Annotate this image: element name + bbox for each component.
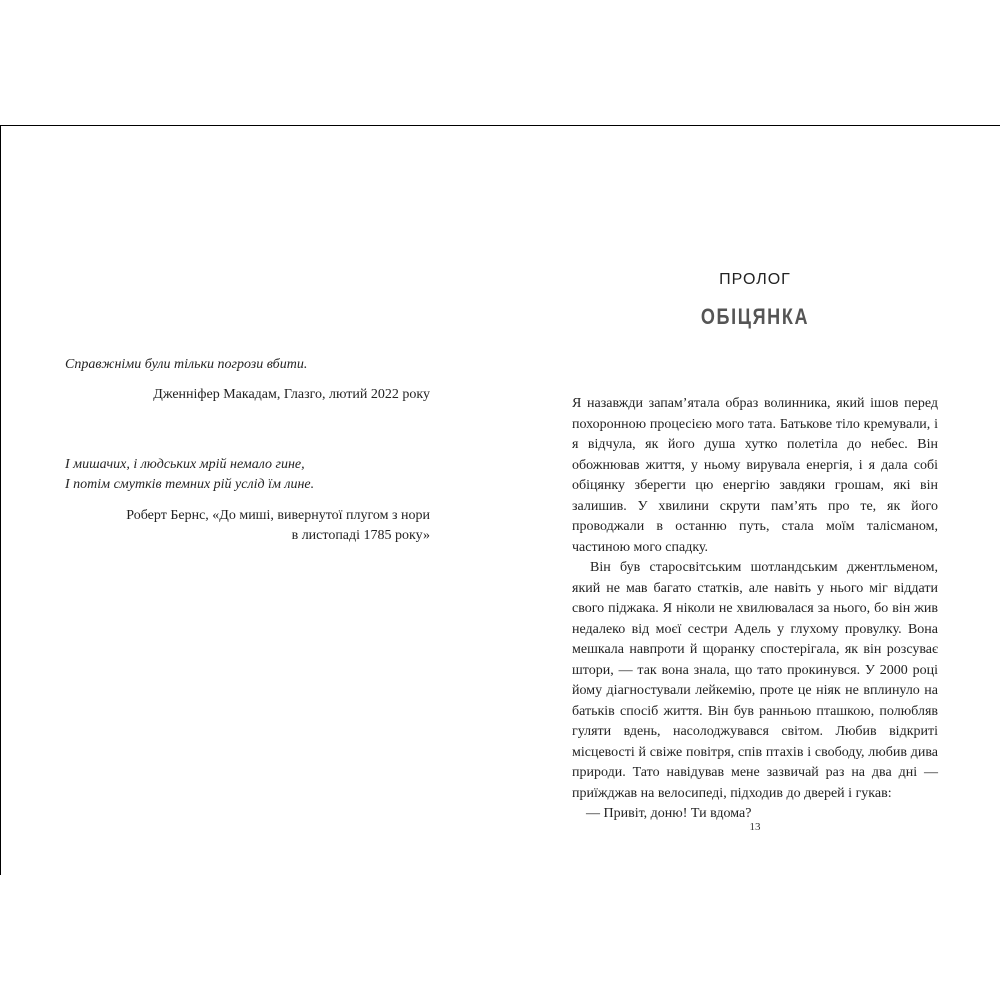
paragraph: Я назавжди запам’ятала образ волинника, який ішов перед похоронною процесією мого тата. Батькове тіло кремували, і я відчула, як його душа хутко полетіла до небес. Він обожнював життя, у ньому вирувала енергія, і я дала собі обіцянку зберегти цю енергію завдяки грошам, які він залишив. У хвилини скрути пам’ять про те, як його проводжали в останню путь, стала моїм талісманом, частиною мого спадку. — [572, 396, 938, 555]
poem-attribution-line-1: Роберт Бернс, «До миші, вивернутої плугом з нори — [126, 508, 430, 523]
right-page — [501, 126, 1000, 874]
page-number: 13 — [749, 821, 761, 833]
chapter-title: ОБІЦЯНКА — [700, 304, 810, 329]
chapter-label: ПРОЛОГ — [719, 271, 791, 288]
epigraph-quote: Справжніми були тільки погрози вбити. — [65, 357, 308, 372]
poem-attribution-line-2: в листопаді 1785 року» — [291, 528, 430, 543]
epigraph-attribution: Дженніфер Макадам, Глазго, лютий 2022 року — [153, 387, 430, 402]
paragraph: Він був старосвітським шотландським джентльменом, який не мав багато статків, але навіть у нього міг віддати свого піджака. Я ніколи не хвилювалася за нього, бо він жив недалеко від моєї сестри Адель у глухому провулку. Вона мешкала навпроти й щоранку спостерігала, як він розсуває штори, — так вона знала, що тато прокинувся. У 2000 році йому діагностували лейкемію, проте це ніяк не вплинуло на батьків спосіб життя. Він був ранньою пташкою, полюбляв гуляти вдень, насолоджувався світом. Любив відкриті місцевості й свіже повітря, спів птахів і свободу, любив дива природи. Тато навідував мене зазвичай раз на два дні — приїжджав на велосипеді, підходив до дверей і гукав: — [572, 560, 938, 801]
chapter-body — [572, 394, 938, 825]
book-spread — [0, 125, 1000, 875]
left-page — [1, 126, 501, 874]
poem-line-2: І потім смутків темних рій услід їм лине. — [65, 477, 315, 492]
dialog-line: — Привіт, доню! Ти вдома? — [586, 806, 752, 821]
poem-line-1: І мишачих, і людських мрій немало гине, — [65, 457, 305, 472]
